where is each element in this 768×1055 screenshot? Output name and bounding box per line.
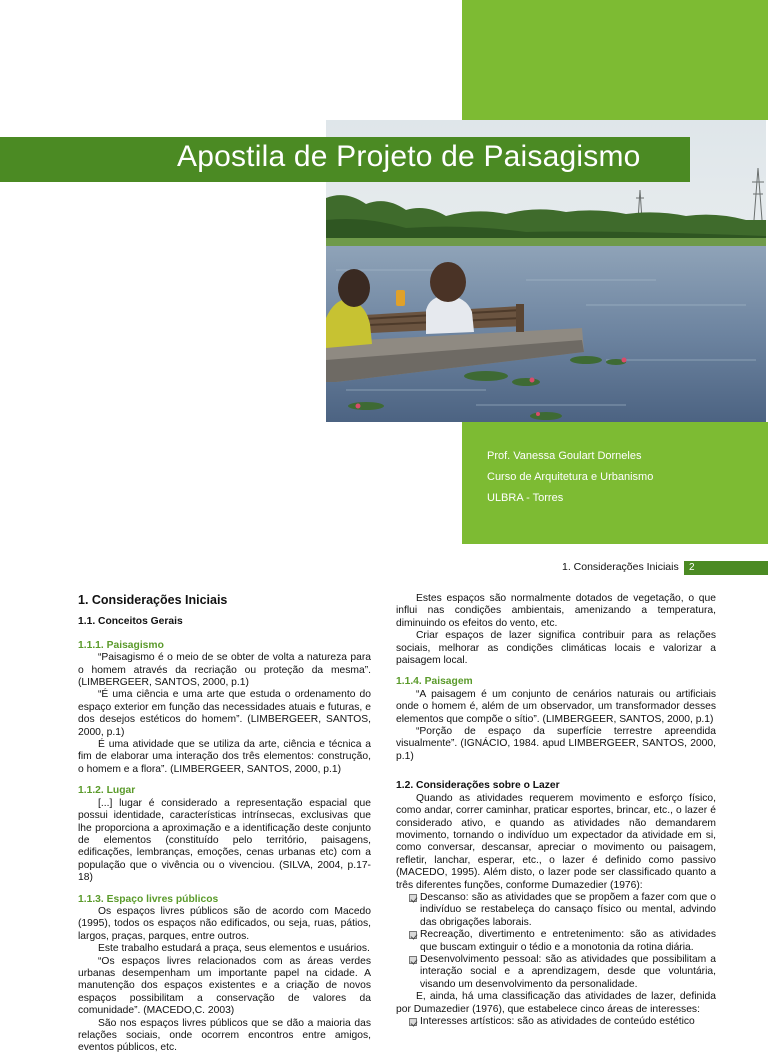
paragraph: “É uma ciência e uma arte que estuda o ordenamento do espaço exterior em função das necessidades atuais e futuras, e dos desejos estéticos do homem”. (LIMBERGEER, SANTOS, 2000, p.1) (78, 689, 371, 738)
paragraph: Criar espaços de lazer significa contribuir para as relações sociais, melhorar as condições climáticas locais e valorizar a paisagem local. (396, 630, 716, 667)
cover-info (487, 446, 653, 509)
cover-course: Curso de Arquitetura e Urbanismo (487, 471, 654, 483)
page-header-section: 1. Considerações Iniciais (562, 561, 679, 573)
checkbox-bullet-icon (409, 1018, 417, 1026)
paragraph: “Os espaços livres relacionados com as áreas verdes urbanas desempenham um importante papel na cidade. A manutenção dos espaços existentes e a criação de novos espaços possibilitam a conservação de valores da comunidade”. (MACEDO,C. 2003) (78, 955, 371, 1017)
heading-espaco-livres: 1.1.3. Espaço livres públicos (78, 893, 219, 905)
paragraph: [...] lugar é considerado a representação espacial que possui identidade, características intrínsecas, exclusivas que lhe proporciona a aproximação e a identificação deste conjunto de elementos (constituído pelo território, paisagens, edificações, lembranças, emoções, cenas urbanas etc) com a população que o vivência ou o vivenciou. (SILVA, 2004, p.17-18) (78, 797, 371, 884)
cover-institution: ULBRA - Torres (487, 492, 564, 504)
heading-paisagismo: 1.1.1. Paisagismo (78, 639, 164, 651)
heading-lazer: 1.2. Considerações sobre o Lazer (396, 780, 560, 792)
checkbox-bullet-icon (409, 931, 417, 939)
right-column (396, 593, 716, 1028)
left-column (78, 594, 371, 1055)
checkbox-bullet-icon (409, 956, 417, 964)
paragraph: Estes espaços são normalmente dotados de vegetação, o que influi nas condições ambientais, amenizando a temperatura, diminuindo os efeitos do vento, etc. (396, 593, 716, 629)
cover-author: Prof. Vanessa Goulart Dorneles (487, 450, 642, 462)
paragraph: “A paisagem é um conjunto de cenários naturais ou artificiais onde o homem é, além de um observador, um transformador desses elementos que compõe o sítio”. (LIMBERGEER, SANTOS, 2000, p.1) (396, 688, 716, 725)
paragraph: Este trabalho estudará a praça, seus elementos e usuários. (98, 943, 370, 955)
bullet-item: Interesses artísticos: são as atividades de conteúdo estético (396, 1016, 716, 1028)
bullet-item: Desenvolvimento pessoal: são as atividades que possibilitam a interação social e a aprendizagem, desde que voluntária, visando um desenvolvimento da personalidade. (396, 954, 716, 991)
paragraph: São nos espaços livres públicos que se dão a maioria das relações sociais, onde ocorrem encontros entre amigos, eventos públicos, etc. (78, 1017, 371, 1054)
bullet-item: Descanso: são as atividades que se propõem a fazer com que o indivíduo se restabeleça do cansaço físico ou mental, advindo das obrigações laborais. (396, 892, 716, 929)
paragraph: E, ainda, há uma classificação das atividades de lazer, definida por Dumazedier (1976), que estabelece cinco áreas de interesses: (396, 991, 716, 1015)
heading-paisagem: 1.1.4. Paisagem (396, 676, 473, 688)
cover-title: Apostila de Projeto de Paisagismo (177, 140, 641, 173)
bullet-item: Recreação, divertimento e entretenimento: são as atividades que buscam extinguir o tédio e a monotonia da rotina diária. (396, 929, 716, 954)
paragraph: É uma atividade que se utiliza da arte, ciência e técnica a fim de elaborar uma interação dos três elementos: construção, o homem e a flora”. (LIMBERGEER, SANTOS, 2000, p.1) (78, 739, 371, 775)
paragraph: “Porção de espaço da superfície terrestre apreendida visualmente”. (IGNÁCIO, 1984. apud LIMBERGEER, SANTOS, 2000, p.1) (396, 726, 716, 762)
subsection-heading: 1.1. Conceitos Gerais (78, 616, 183, 628)
checkbox-bullet-icon (409, 894, 417, 902)
heading-lugar: 1.1.2. Lugar (78, 785, 136, 797)
paragraph: Os espaços livres públicos são de acordo com Macedo (1995), todos os espaços não edificados, ou seja, ruas, pátios, largos, praças, parques, entre outros. (78, 905, 371, 942)
paragraph: Quando as atividades requerem movimento e esforço físico, como andar, correr caminhar, praticar esportes, brincar, etc., o lazer é considerado ativo, e quando as atividades não demandarem movimento, tornando o indivíduo um expectador da atividade em si, como conversar, descansar, apreciar o movimento ou paisagem, refletir, lanchar, esperar, etc., o lazer é definido como passivo (MACEDO, 1995). Além disto, o lazer pode ser classificado quanto a três diferentes funções, conforme Dumazedier (1976): (396, 792, 716, 891)
page-number-badge: 2 (684, 561, 768, 575)
cover-accent-block-top (462, 0, 768, 120)
section-heading: 1. Considerações Iniciais (78, 593, 228, 607)
paragraph: “Paisagismo é o meio de se obter de volta a natureza para o homem através da recriação ou proteção da mesma”. (LIMBERGEER, SANTOS, 2000, p.1) (78, 652, 371, 689)
